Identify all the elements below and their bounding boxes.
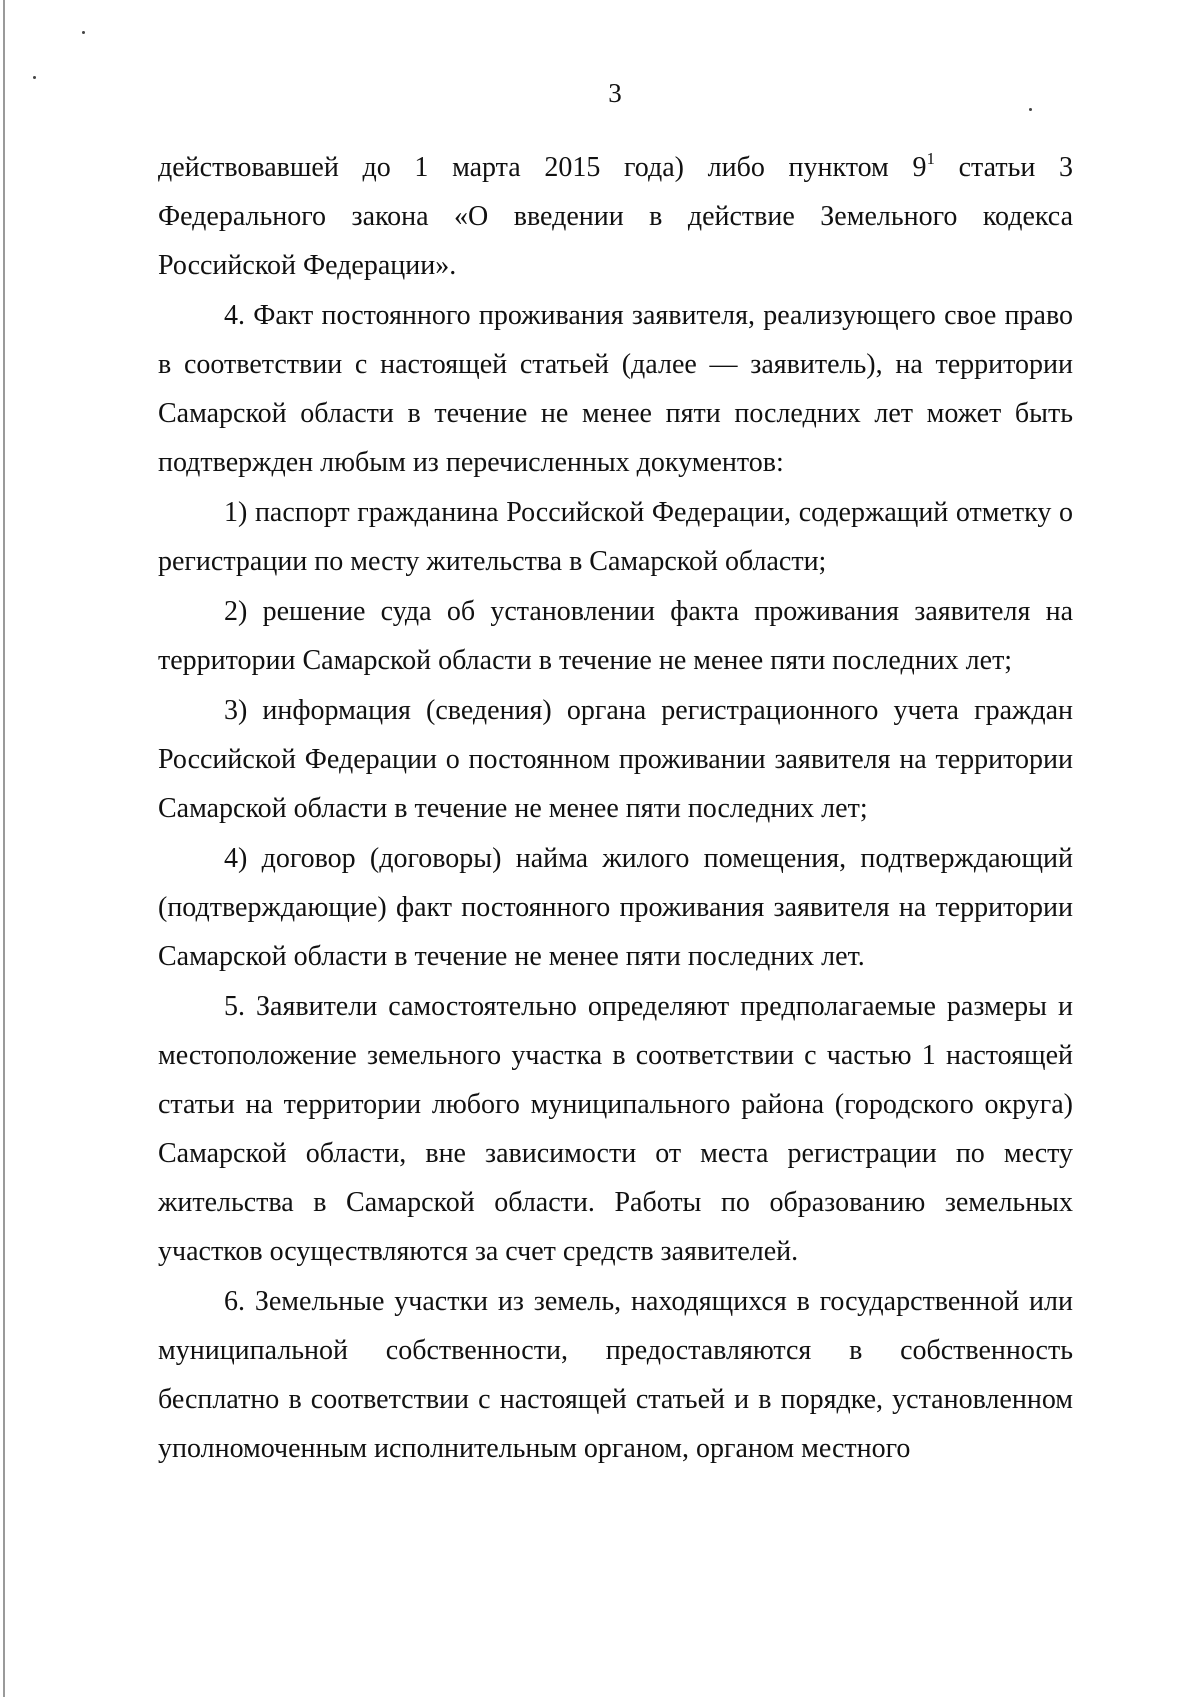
superscript: 1 (926, 149, 935, 168)
page-number: 3 (608, 78, 622, 108)
paragraph-continuation (158, 143, 1073, 290)
paragraph-item-6: 6. Земельные участки из земель, находящихся в государственной или муниципальной собственности, предоставляются в собственность бесплатно в соответствии с настоящей статьей и в порядке, установленном уполномоченным исполнительным органом, органом местного (158, 1286, 1073, 1464)
document-body (158, 143, 1073, 1474)
paragraph-text: действовавшей до 1 марта 2015 года) либо пунктом 9 (158, 152, 927, 183)
paragraph-subitem-4: 4) договор (договоры) найма жилого помещения, подтверждающий (подтверждающие) факт постоянного проживания заявителя на территории Самарской области в течение не менее пяти последних лет. (158, 843, 1073, 972)
paragraph-subitem-3: 3) информация (сведения) органа регистрационного учета граждан Российской Федерации о постоянном проживании заявителя на территории Самарской области в течение не менее пяти последних лет; (158, 695, 1073, 824)
paragraph-subitem-2: 2) решение суда об установлении факта проживания заявителя на территории Самарской области в течение не менее пяти последних лет; (158, 596, 1073, 676)
scan-left-edge (3, 0, 5, 1697)
paragraph-subitem-1: 1) паспорт гражданина Российской Федерации, содержащий отметку о регистрации по месту жительства в Самарской области; (158, 497, 1073, 577)
scan-speck (82, 31, 85, 34)
paragraph-item-4: 4. Факт постоянного проживания заявителя, реализующего свое право в соответствии с настоящей статьей (далее — заявитель), на территории Самарской области в течение не менее пяти последних лет может быть подтвержден любым из перечисленных документов: (158, 300, 1073, 478)
paragraph-text: статьи 3 Федерального закона «О введении в действие Земельного кодекса Российской Федерации». (158, 152, 1073, 281)
paragraph-item-5: 5. Заявители самостоятельно определяют предполагаемые размеры и местоположение земельного участка в соответствии с частью 1 настоящей статьи на территории любого муниципального района (городского округа) Самарской области, вне зависимости от места регистрации по месту жительства в Самарской области. Работы по образованию земельных участков осуществляются за счет средств заявителей. (158, 991, 1073, 1267)
